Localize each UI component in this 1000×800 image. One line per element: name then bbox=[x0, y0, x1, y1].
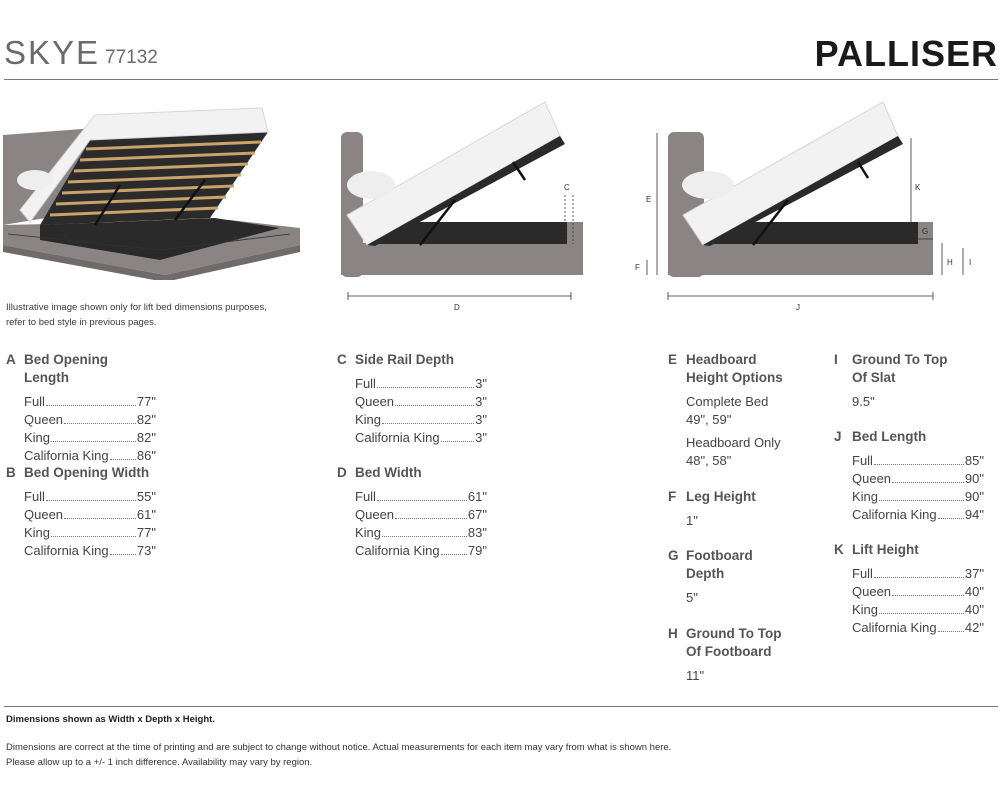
spec-bed-opening-length bbox=[6, 351, 156, 465]
spec-value: 9.5" bbox=[852, 394, 875, 409]
spec-row: King 83" bbox=[355, 525, 487, 540]
spec-row: Full 77" bbox=[24, 394, 156, 409]
dimension-label-f: F bbox=[635, 263, 640, 272]
spec-title-line2: Of Slat bbox=[852, 370, 896, 385]
spec-complete-label: Complete Bed bbox=[686, 394, 769, 409]
spec-letter: H bbox=[668, 626, 678, 641]
spec-row: California King 94" bbox=[852, 507, 984, 522]
dimension-label-d: D bbox=[454, 303, 460, 312]
spec-title: Bed Opening Length bbox=[24, 352, 108, 385]
bed-illustration-side bbox=[335, 100, 590, 315]
spec-letter: D bbox=[337, 465, 347, 480]
spec-row: Full 85" bbox=[852, 453, 984, 468]
spec-ground-to-top-of-footboard bbox=[668, 625, 818, 685]
spec-headboard-height-options bbox=[668, 351, 818, 470]
spec-row: Queen 82" bbox=[24, 412, 156, 427]
spec-letter: I bbox=[834, 352, 838, 367]
spec-row: Queen 40" bbox=[852, 584, 984, 599]
spec-title: Lift Height bbox=[852, 542, 919, 557]
spec-title: Bed Opening Width bbox=[24, 465, 150, 480]
dimension-label-c: C bbox=[564, 183, 570, 192]
spec-title: Bed Length bbox=[852, 429, 927, 444]
spec-title-line1: Headboard bbox=[686, 352, 757, 367]
spec-row: Full 37" bbox=[852, 566, 984, 581]
dimension-label-k: K bbox=[915, 183, 921, 192]
footer-disclaimer bbox=[6, 740, 906, 770]
spec-letter: J bbox=[834, 429, 842, 444]
spec-letter: B bbox=[6, 465, 16, 480]
spec-letter: E bbox=[668, 352, 678, 367]
spec-bed-width bbox=[337, 464, 487, 560]
spec-row: California King 42" bbox=[852, 620, 984, 635]
spec-row: King 40" bbox=[852, 602, 984, 617]
header-divider bbox=[4, 79, 998, 80]
spec-title-line1: Footboard bbox=[686, 548, 753, 563]
spec-title-line1: Ground To Top bbox=[852, 352, 948, 367]
spec-row: King 3" bbox=[355, 412, 487, 427]
spec-value: 1" bbox=[686, 513, 698, 528]
dimension-label-j: J bbox=[796, 303, 800, 312]
spec-only-label: Headboard Only bbox=[686, 435, 781, 450]
brand-logo: PALLISER bbox=[814, 33, 998, 74]
dimension-label-h: H bbox=[947, 258, 953, 267]
spec-letter: K bbox=[834, 542, 844, 557]
spec-value: 5" bbox=[686, 590, 698, 605]
spec-letter: G bbox=[668, 548, 679, 563]
spec-title-line2: Of Footboard bbox=[686, 644, 772, 659]
spec-letter: F bbox=[668, 489, 677, 504]
spec-row: California King 86" bbox=[24, 448, 156, 463]
spec-row: California King 79" bbox=[355, 543, 487, 558]
spec-title-line2: Height Options bbox=[686, 370, 783, 385]
illustration-note: Illustrative image shown only for lift bed dimensions purposes, refer to bed style in previous pages. bbox=[6, 302, 267, 328]
spec-row: King 77" bbox=[24, 525, 156, 540]
footer-dimensions-format: Dimensions shown as Width x Depth x Height. bbox=[6, 714, 215, 725]
spec-value: 11" bbox=[686, 668, 705, 683]
spec-row: California King 3" bbox=[355, 430, 487, 445]
spec-title-line2: Depth bbox=[686, 566, 725, 581]
spec-letter: A bbox=[6, 352, 16, 367]
dimension-label-e: E bbox=[646, 195, 652, 204]
spec-row: Full 3" bbox=[355, 376, 487, 391]
spec-row: Queen 67" bbox=[355, 507, 487, 522]
header bbox=[0, 0, 1000, 80]
spec-title-line1: Ground To Top bbox=[686, 626, 782, 641]
spec-side-rail-depth bbox=[337, 351, 487, 447]
dimension-label-g: G bbox=[922, 227, 929, 236]
spec-only-value: 48", 58" bbox=[686, 453, 732, 468]
bed-illustration-heights bbox=[628, 100, 1000, 315]
footer-disclaimer-line1: Dimensions are correct at the time of printing and are subject to change without notice. Actual measurements for each item may vary from what is shown here. bbox=[6, 742, 672, 753]
spec-row: Queen 61" bbox=[24, 507, 156, 522]
spec-row: Queen 3" bbox=[355, 394, 487, 409]
spec-row: Queen 90" bbox=[852, 471, 984, 486]
spec-letter: C bbox=[337, 352, 347, 367]
spec-title: Bed Width bbox=[355, 465, 422, 480]
footer-divider bbox=[4, 706, 998, 707]
footer-disclaimer-line2: Please allow up to a +/- 1 inch difference. Availability may vary by region. bbox=[6, 757, 313, 768]
model-name: SKYE bbox=[4, 34, 101, 71]
spec-title: Leg Height bbox=[686, 489, 756, 504]
spec-bed-opening-width bbox=[6, 464, 156, 560]
dimension-label-a: A bbox=[63, 232, 69, 241]
bed-illustration-perspective bbox=[0, 100, 305, 280]
spec-footboard-depth bbox=[668, 547, 818, 607]
spec-row: King 82" bbox=[24, 430, 156, 445]
dimension-label-i: I bbox=[969, 258, 972, 267]
model-number: 77132 bbox=[105, 47, 158, 68]
spec-row: Full 55" bbox=[24, 489, 156, 504]
spec-ground-to-top-of-slat bbox=[834, 351, 984, 411]
spec-row: Full 61" bbox=[355, 489, 487, 504]
spec-bed-length bbox=[834, 428, 984, 524]
spec-row: King 90" bbox=[852, 489, 984, 504]
dimension-label-b: B bbox=[233, 234, 239, 243]
spec-complete-value: 49", 59" bbox=[686, 412, 732, 427]
spec-title: Side Rail Depth bbox=[355, 352, 455, 367]
spec-row: California King 73" bbox=[24, 543, 156, 558]
spec-lift-height bbox=[834, 541, 984, 637]
spec-leg-height bbox=[668, 488, 818, 530]
